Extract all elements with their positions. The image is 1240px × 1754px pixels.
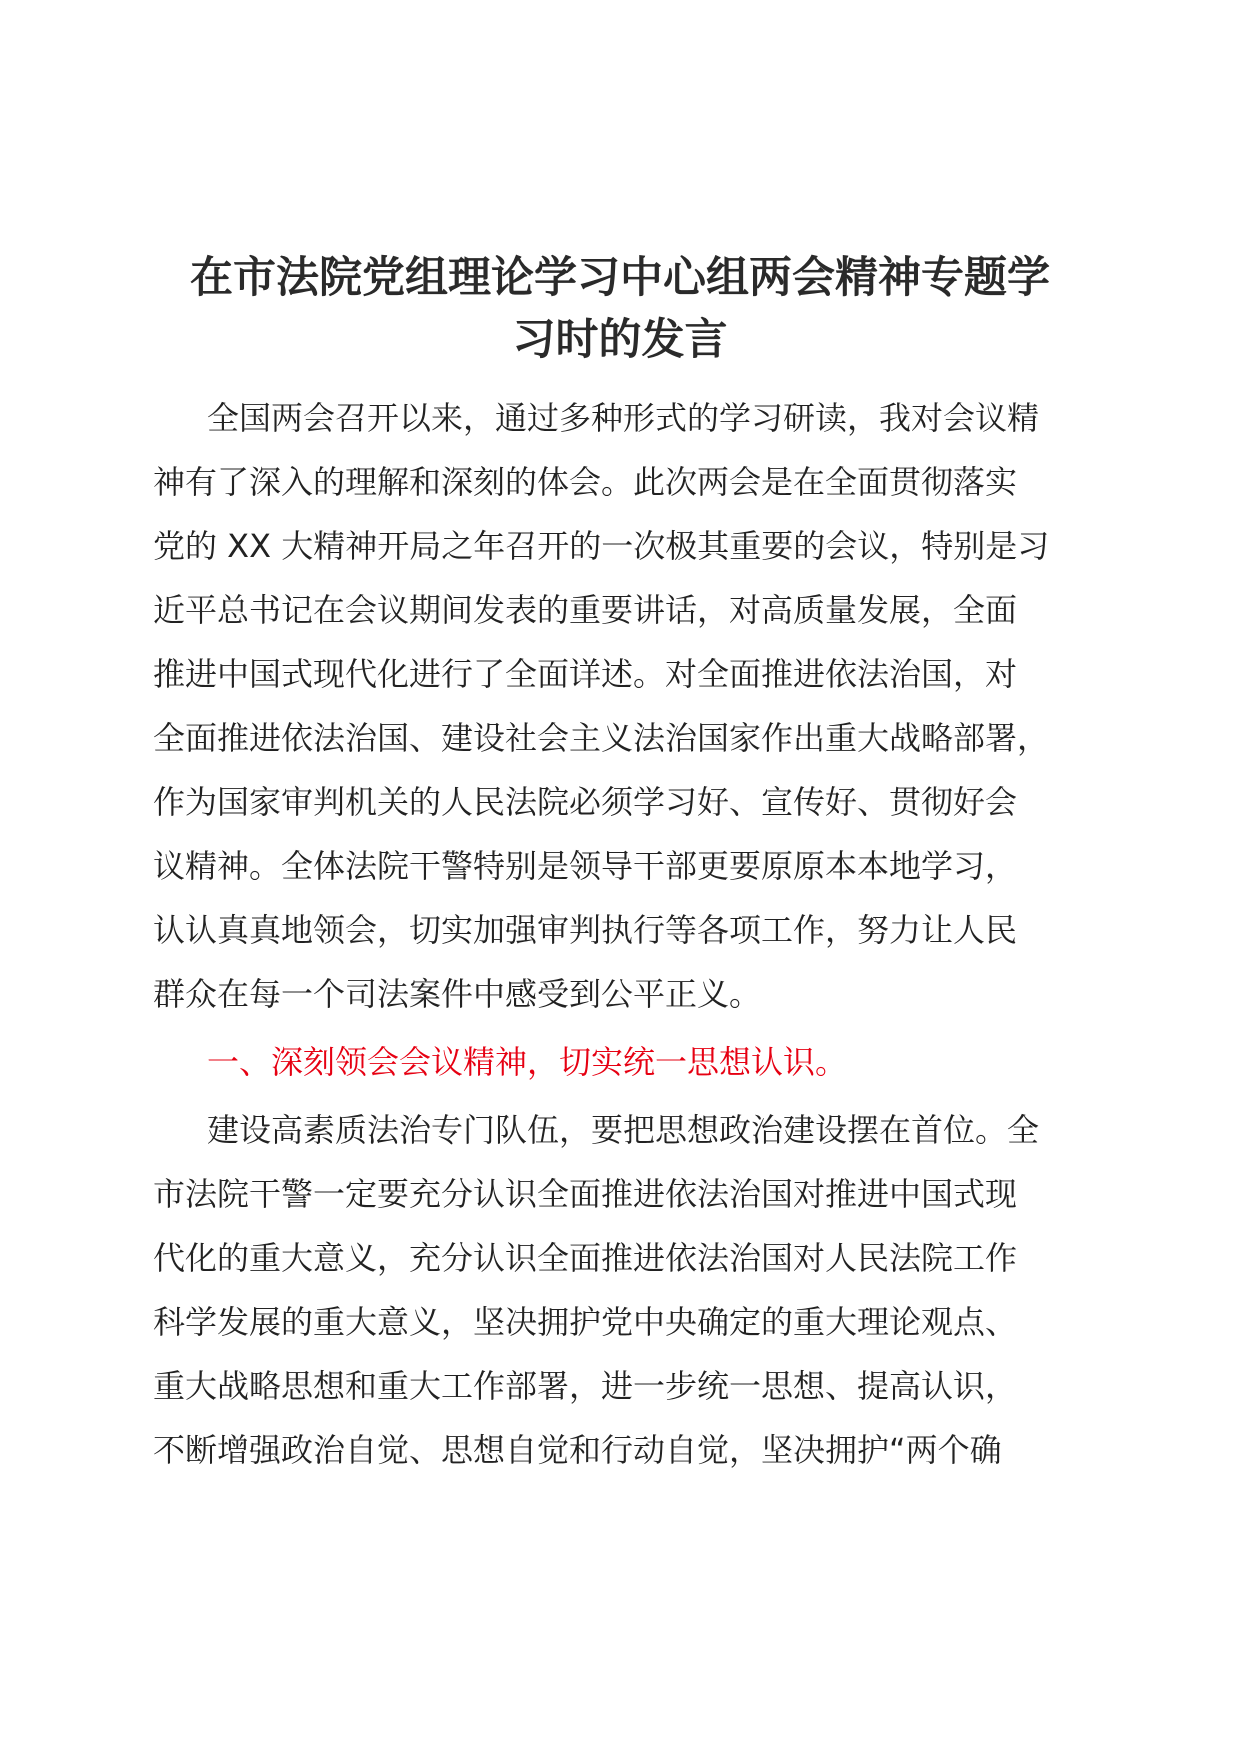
paragraph-1-line: 议精神。全体法院干警特别是领导干部更要原原本本地学习， — [153, 847, 1018, 885]
paragraph-1-line: 群众在每一个司法案件中感受到公平正义。 — [153, 975, 762, 1013]
paragraph-1-line: 近平总书记在会议期间发表的重要讲话，对高质量发展，全面 — [153, 591, 1018, 629]
paragraph-2-line: 不断增强政治自觉、思想自觉和行动自觉，坚决拥护“两个确 — [153, 1431, 1002, 1469]
paragraph-2-line: 重大战略思想和重大工作部署，进一步统一思想、提高认识， — [153, 1367, 1018, 1405]
document-title-line-1: 在市法院党组理论学习中心组两会精神专题学 — [190, 253, 1050, 303]
paragraph-1-line: 全国两会召开以来，通过多种形式的学习研读，我对会议精 — [207, 399, 1040, 437]
paragraph-1-line: 神有了深入的理解和深刻的体会。此次两会是在全面贯彻落实 — [153, 463, 1018, 501]
section-heading-1: 一、深刻领会会议精神，切实统一思想认识。 — [207, 1043, 848, 1081]
paragraph-2-line: 市法院干警一定要充分认识全面推进依法治国对推进中国式现 — [153, 1175, 1018, 1213]
paragraph-1-line: 推进中国式现代化进行了全面详述。对全面推进依法治国，对 — [153, 655, 1018, 693]
paragraph-2-line: 建设高素质法治专门队伍，要把思想政治建设摆在首位。全 — [207, 1111, 1040, 1149]
paragraph-1-line: 党的 XX 大精神开局之年召开的一次极其重要的会议，特别是习 — [153, 527, 1050, 565]
paragraph-2-line: 科学发展的重大意义，坚决拥护党中央确定的重大理论观点、 — [153, 1303, 1018, 1341]
paragraph-2-line: 代化的重大意义，充分认识全面推进依法治国对人民法院工作 — [153, 1239, 1018, 1277]
paragraph-1-line: 全面推进依法治国、建设社会主义法治国家作出重大战略部署， — [153, 719, 1050, 757]
paragraph-1-line: 认认真真地领会，切实加强审判执行等各项工作，努力让人民 — [153, 911, 1018, 949]
paragraph-1-line: 作为国家审判机关的人民法院必须学习好、宣传好、贯彻好会 — [153, 783, 1018, 821]
document-title-line-2: 习时的发言 — [512, 315, 728, 365]
